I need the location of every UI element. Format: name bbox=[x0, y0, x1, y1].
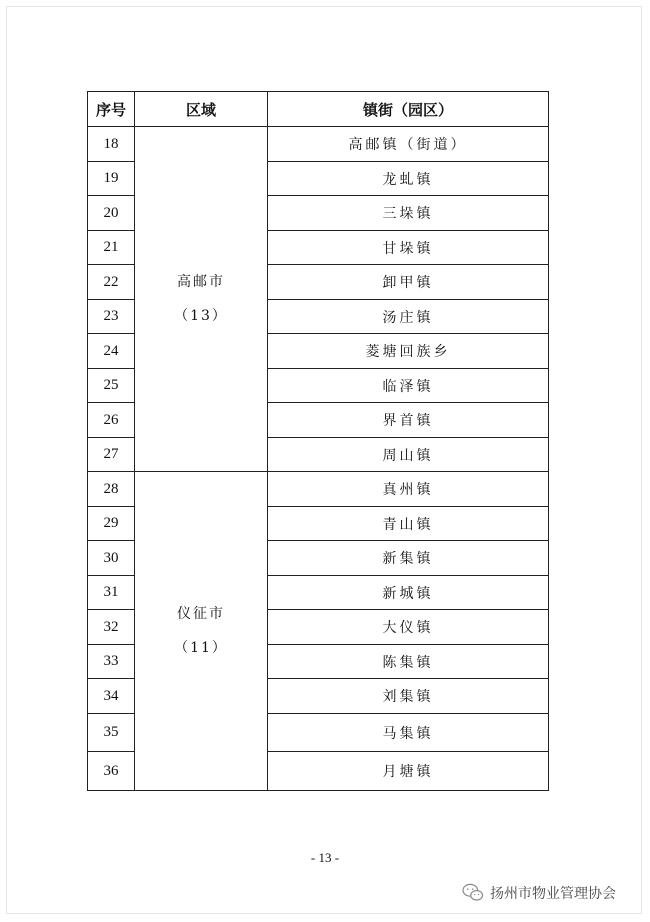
row-index: 35 bbox=[88, 714, 135, 752]
row-index: 34 bbox=[88, 679, 135, 714]
town-name: 周山镇 bbox=[268, 438, 549, 472]
table-row bbox=[88, 472, 549, 507]
wechat-icon bbox=[462, 883, 484, 903]
watermark-text: 扬州市物业管理协会 bbox=[490, 886, 616, 902]
region-cell bbox=[135, 127, 268, 472]
header-region: 区域 bbox=[135, 92, 268, 127]
town-name: 马集镇 bbox=[268, 714, 549, 752]
row-index: 33 bbox=[88, 645, 135, 679]
town-name: 临泽镇 bbox=[268, 369, 549, 403]
row-index: 22 bbox=[88, 265, 135, 300]
town-name: 月塘镇 bbox=[268, 752, 549, 791]
town-name: 陈集镇 bbox=[268, 645, 549, 679]
region-cell bbox=[135, 472, 268, 791]
town-name: 真州镇 bbox=[268, 472, 549, 507]
town-name: 新城镇 bbox=[268, 576, 549, 610]
town-name: 三垛镇 bbox=[268, 196, 549, 231]
town-name: 龙虬镇 bbox=[268, 162, 549, 196]
page-number: - 13 - bbox=[310, 850, 340, 865]
table-row bbox=[88, 127, 549, 162]
town-name: 新集镇 bbox=[268, 541, 549, 576]
row-index: 19 bbox=[88, 162, 135, 196]
table-body bbox=[88, 127, 549, 791]
row-index: 31 bbox=[88, 576, 135, 610]
town-name: 高邮镇（街道） bbox=[268, 127, 549, 162]
header-town: 镇街（园区） bbox=[268, 92, 549, 127]
row-index: 29 bbox=[88, 507, 135, 541]
row-index: 20 bbox=[88, 196, 135, 231]
district-table bbox=[87, 91, 549, 791]
row-index: 28 bbox=[88, 472, 135, 507]
town-name: 大仪镇 bbox=[268, 610, 549, 645]
town-name: 菱塘回族乡 bbox=[268, 334, 549, 369]
row-index: 18 bbox=[88, 127, 135, 162]
row-index: 26 bbox=[88, 403, 135, 438]
header-index: 序号 bbox=[88, 92, 135, 127]
region-name: 仪征市 bbox=[177, 606, 225, 622]
town-name: 青山镇 bbox=[268, 507, 549, 541]
table-header-row bbox=[88, 92, 549, 127]
row-index: 23 bbox=[88, 300, 135, 334]
watermark bbox=[462, 882, 616, 904]
region-name: 高邮市 bbox=[177, 274, 225, 290]
town-name: 汤庄镇 bbox=[268, 300, 549, 334]
row-index: 24 bbox=[88, 334, 135, 369]
town-name: 界首镇 bbox=[268, 403, 549, 438]
row-index: 30 bbox=[88, 541, 135, 576]
row-index: 36 bbox=[88, 752, 135, 791]
region-count: （13） bbox=[174, 308, 228, 324]
town-name: 甘垛镇 bbox=[268, 231, 549, 265]
town-name: 卸甲镇 bbox=[268, 265, 549, 300]
region-count: （11） bbox=[174, 640, 228, 656]
row-index: 25 bbox=[88, 369, 135, 403]
town-name: 刘集镇 bbox=[268, 679, 549, 714]
row-index: 32 bbox=[88, 610, 135, 645]
row-index: 27 bbox=[88, 438, 135, 472]
row-index: 21 bbox=[88, 231, 135, 265]
